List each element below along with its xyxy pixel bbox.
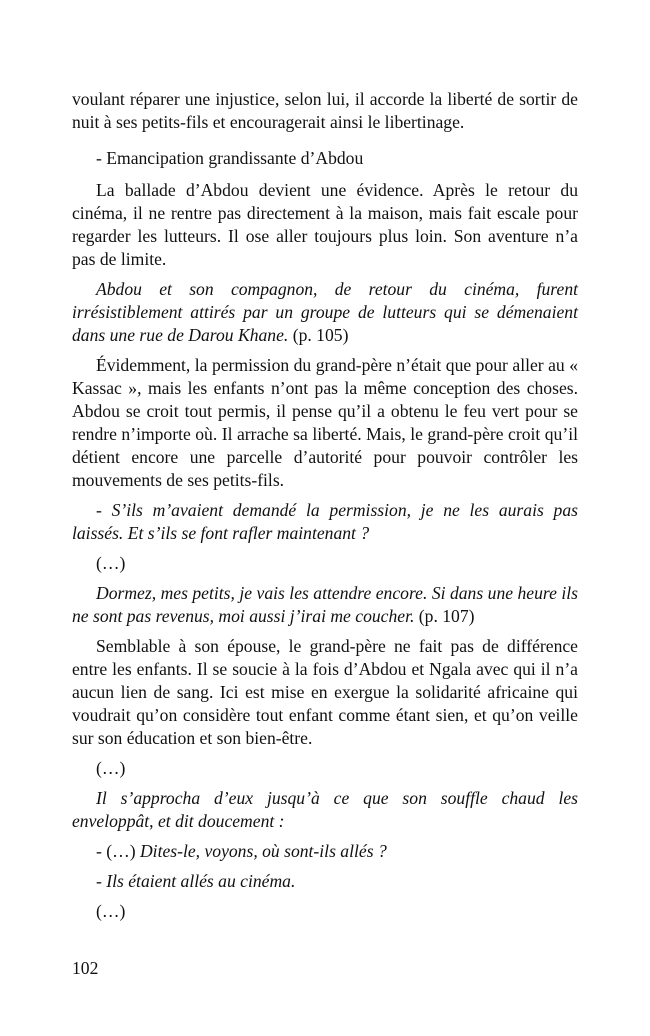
page-number: 102 [72,958,99,978]
quote-3-text: Dormez, mes petits, je vais les attendre encore. Si dans une heure ils ne sont pas revenus, moi aussi j’irai me coucher. [72,583,578,626]
paragraph-5: Évidemment, la permission du grand-père n’était que pour aller au « Kassac », mais les enfants n’ont pas la même conception des choses. Abdou se croit tout permis, il pense qu’il a obtenu le feu vert pour se rendre n’importe où. Il arrache sa liberté. Mais, le grand-père croit qu’il détient encore une parcelle d’autorité pour pouvoir contrôler les mouvements de ses petits-fils. [72,355,578,490]
quote-2: - S’ils m’avaient demandé la permission, je ne les aurais pas laissés. Et s’ils se font rafler maintenant ? [72,500,578,543]
ellipsis-1: (…) [96,553,126,573]
body-text [72,88,578,923]
quote-6: - Ils étaient allés au cinéma. [96,871,296,891]
paragraph-1: voulant réparer une injustice, selon lui, il accorde la liberté de sortir de nuit à ses petits-fils et encouragerait ainsi le libertinage. [72,89,578,132]
quote-1 [72,278,578,347]
ellipsis-2: (…) [96,758,126,778]
quote-5-text: Dites-le, voyons, où sont-ils allés ? [139,841,387,861]
quote-1-text: Abdou et son compagnon, de retour du cinéma, furent irrésistiblement attirés par un groupe de lutteurs qui se démenaient dans une rue de Darou Khane. [72,279,578,345]
quote-1-ref: (p. 105) [288,325,349,345]
quote-3 [72,582,578,628]
paragraph-3: La ballade d’Abdou devient une évidence. Après le retour du cinéma, il ne rentre pas directement à la maison, mais fait escale pour regarder les lutteurs. Il ose aller toujours plus loin. Son aventure n’a pas de limite. [72,180,578,269]
section-heading: - Emancipation grandissante d’Abdou [96,148,364,168]
quote-5-prefix: - (…) [96,841,140,861]
paragraph-9: Semblable à son épouse, le grand-père ne fait pas de différence entre les enfants. Il se soucie à la fois d’Abdou et Ngala avec qui il n’a aucun lien de sang. Ici est mise en exergue la solidarité africaine qui voudrait qu’on considère tout enfant comme étant sien, et qu’on veille sur son éducation et son bien-être. [72,636,578,748]
quote-4: Il s’approcha d’eux jusqu’à ce que son souffle chaud les enveloppât, et dit doucement : [72,788,578,831]
ellipsis-3: (…) [96,901,126,921]
quote-5 [72,840,578,863]
quote-3-ref: (p. 107) [414,606,475,626]
